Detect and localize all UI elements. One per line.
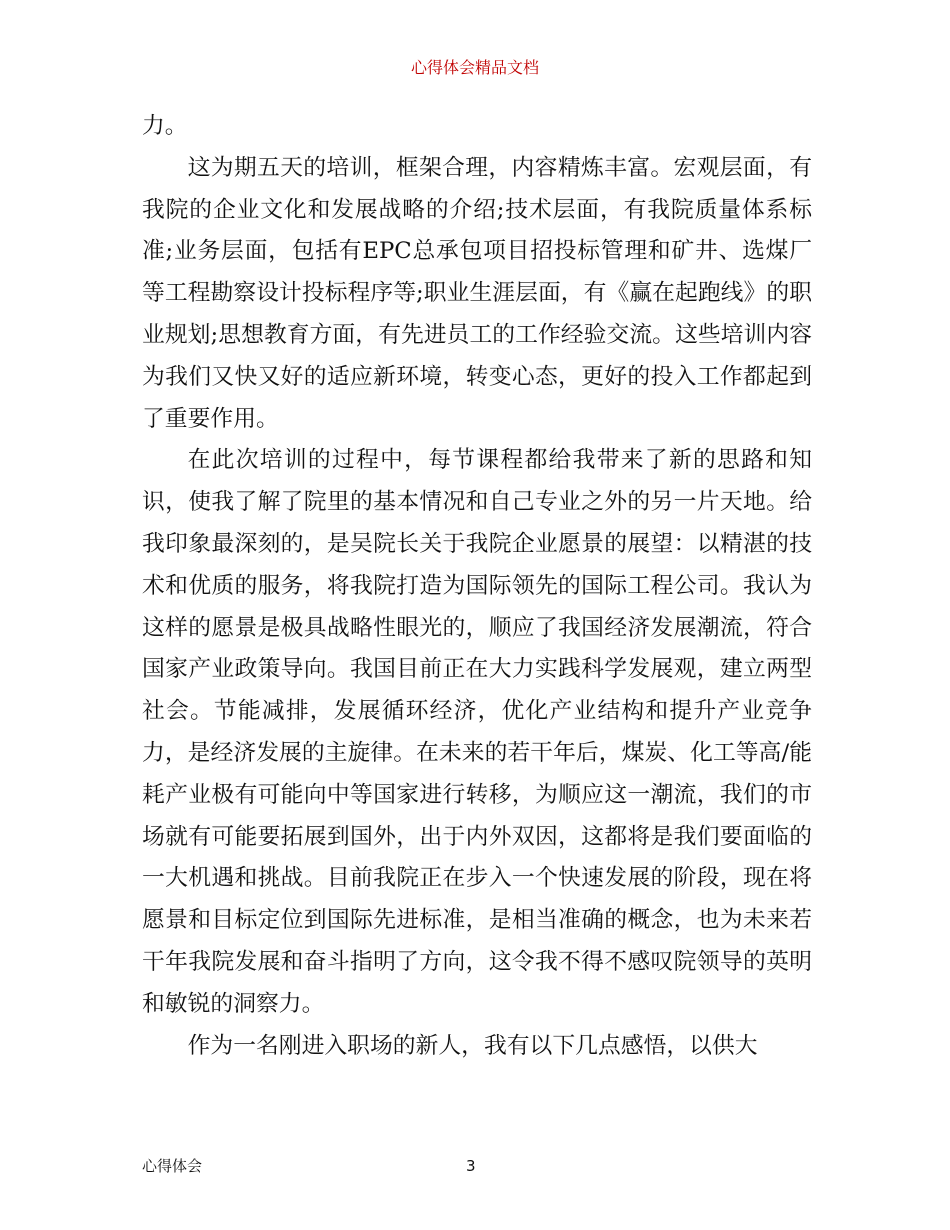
document-body — [142, 106, 812, 1067]
document-header-title: 心得体会精品文档 — [410, 58, 539, 77]
page-number: 3 — [466, 1157, 476, 1175]
paragraph-insights-intro: 作为一名刚进入职场的新人，我有以下几点感悟，以供大 — [187, 1032, 758, 1059]
footer-label: 心得体会 — [142, 1157, 203, 1175]
paragraph-vision-impression: 在此次培训的过程中，每节课程都给我带来了新的思路和知识，使我了解了院里的基本情况和自己专业之外的另一片天地。给我印象最深刻的，是吴院长关于我院企业愿景的展望：以精湛的技术和优质的服务，将我院打造为国际领先的国际工程公司。我认为这样的愿景是极具战略性眼光的，顺应了我国经济发展潮流，符合国家产业政策导向。我国目前正在大力实践科学发展观，建立两型社会。节能减排，发展循环经济，优化产业结构和提升产业竞争力，是经济发展的主旋律。在未来的若干年后，煤炭、化工等高/能耗产业极有可能向中等国家进行转移，为顺应这一潮流，我们的市场就有可能要拓展到国外，出于内外双因，这都将是我们要面临的一大机遇和挑战。目前我院正在步入一个快速发展的阶段，现在将愿景和目标定位到国际先进标准，是相当准确的概念，也为未来若干年我院发展和奋斗指明了方向，这令我不得不感叹院领导的英明和敏锐的洞察力。 — [142, 447, 812, 1017]
paragraph-continuation: 力。 — [142, 113, 188, 139]
paragraph-training-overview: 这为期五天的培训，框架合理，内容精炼丰富。宏观层面，有我院的企业文化和发展战略的介绍;技术层面，有我院质量体系标准;业务层面，包括有EPC总承包项目招投标管理和矿井、选煤厂等工程勘察设计投标程序等;职业生涯层面，有《赢在起跑线》的职业规划;思想教育方面，有先进员工的工作经验交流。这些培训内容为我们又快又好的适应新环境，转变心态，更好的投入工作都起到了重要作用。 — [142, 154, 812, 432]
